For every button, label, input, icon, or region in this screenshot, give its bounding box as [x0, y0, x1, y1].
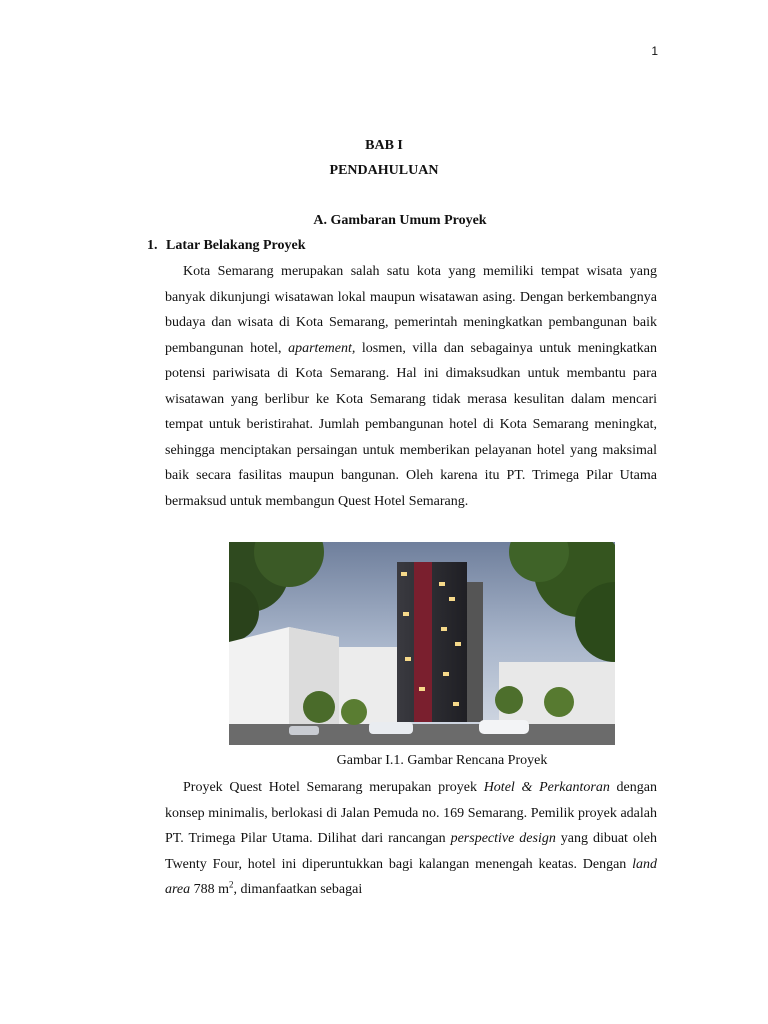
paragraph2-italic-3: land area [165, 856, 657, 897]
chapter-title: PENDAHULUAN [329, 163, 439, 178]
project-rendering-image [229, 542, 615, 745]
subsection-heading [147, 238, 306, 254]
paragraph-project [165, 775, 657, 903]
page-number: 1 [651, 44, 658, 58]
paragraph-background [165, 259, 657, 514]
paragraph2-italic-2: perspective design [450, 831, 556, 846]
chapter-label: BAB I [365, 138, 403, 153]
paragraph1-rest: losmen, villa dan sebagainya untuk meningkatkan potensi pariwisata di Kota Semarang. Hal ini dimaksudkan untuk membantu para wisatawan yang berlibur ke Kota Semarang tidak merasa kesulitan dalam mencari tempat untuk beristirahat. Jumlah pembangunan hotel di Kota Semarang meningkat, sehingga menciptakan persaingan untuk memberikan pelayanan hotel yang maksimal baik secara fasilitas maupun bangunan. Oleh karena itu PT. Trimega Pilar Utama bermaksud untuk membangun Quest Hotel Semarang. [165, 340, 657, 509]
paragraph1-text: Kota Semarang merupakan salah satu kota yang memiliki tempat wisata yang banyak dikunjungi wisatawan lokal maupun wisatawan asing. Dengan berkembangnya budaya dan wisata di Kota Semarang, pemerintah meningkatkan pembangunan baik pembangunan hotel, [165, 264, 657, 356]
figure-caption: Gambar I.1. Gambar Rencana Proyek [336, 753, 548, 768]
paragraph2-text-3: yang dibuat oleh Twenty Four, hotel ini diperuntukkan bagi kalangan menengah keatas. Dengan [165, 831, 657, 872]
paragraph2-superscript: 2 [229, 879, 234, 890]
paragraph2-text-1: Proyek Quest Hotel Semarang merupakan proyek [183, 780, 484, 795]
subsection-title: Latar Belakang Proyek [166, 238, 306, 253]
section-title: A. Gambaran Umum Proyek [313, 213, 487, 228]
paragraph2-text-2: dengan konsep minimalis, berlokasi di Jalan Pemuda no. 169 Semarang. Pemilik proyek adalah PT. Trimega Pilar Utama. Dilihat dari rancangan [165, 780, 657, 846]
subsection-number: 1. [147, 238, 158, 253]
paragraph1-italic: apartement, [288, 340, 356, 356]
hotel-illustration [229, 542, 615, 745]
paragraph2-text-5: , dimanfaatkan sebagai [233, 882, 363, 897]
paragraph2-text-4: 788 m [190, 882, 230, 897]
paragraph2-italic-1: Hotel & Perkantoran [483, 780, 610, 795]
